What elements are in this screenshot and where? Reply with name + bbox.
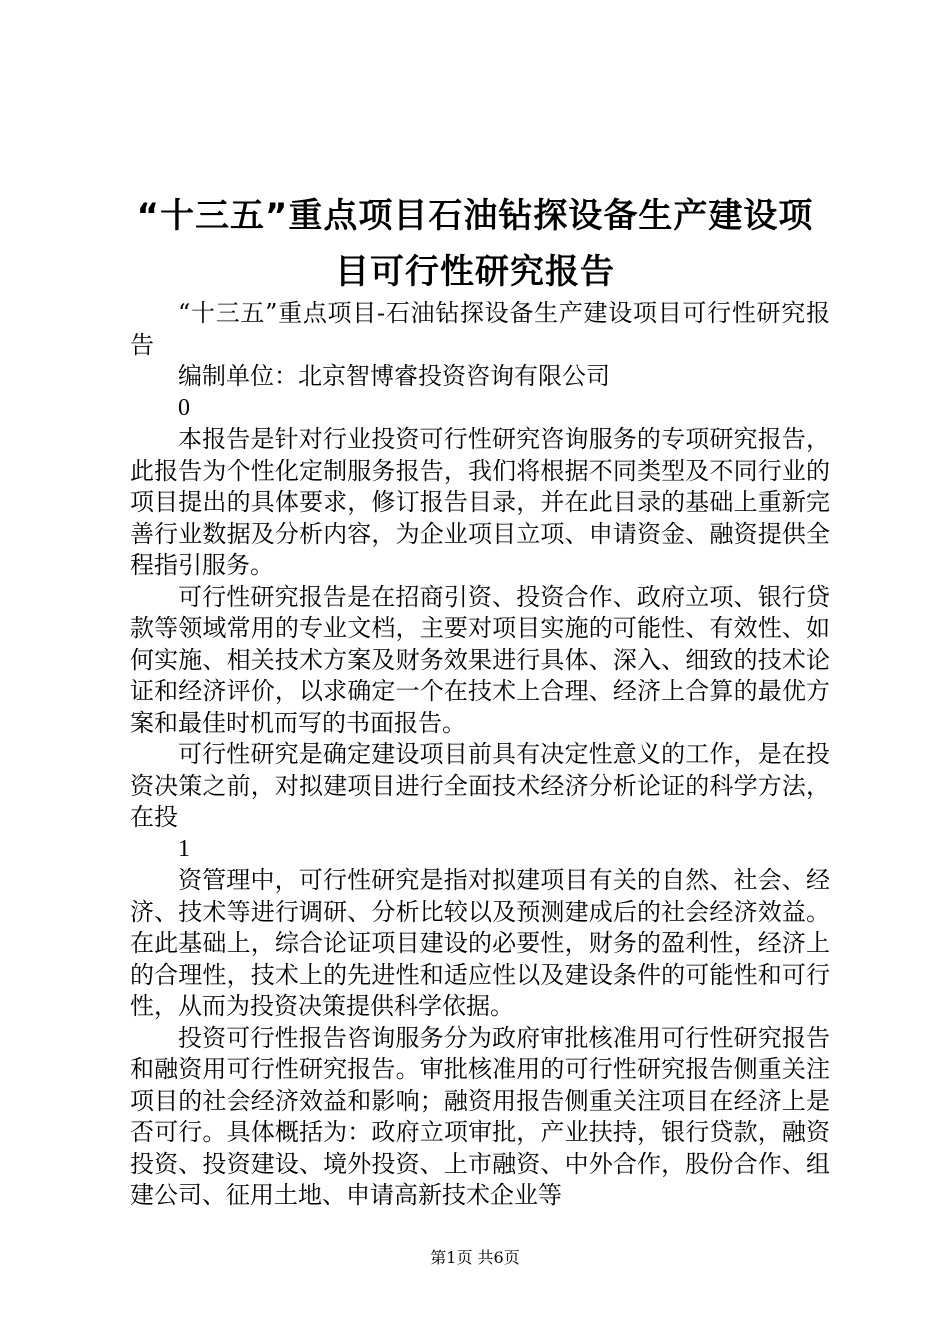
- page-footer: 第1页 共6页: [430, 1248, 520, 1267]
- body-paragraph: 可行性研究报告是在招商引资、投资合作、政府立项、银行贷款等领域常用的专业文档，主要对项目实施的可能性、有效性、如何实施、相关技术方案及财务效果进行具体、深入、细致的技术论证和经济评价，以求确定一个在技术上合理、经济上合算的最优方案和最佳时机而写的书面报告。: [130, 582, 830, 737]
- body-paragraph: 资管理中，可行性研究是指对拟建项目有关的自然、社会、经济、技术等进行调研、分析比较以及预测建成后的社会经济效益。在此基础上，综合论证项目建设的必要性，财务的盈利性，经济上的合理性，技术上的先进性和适应性以及建设条件的可能性和可行性，从而为投资决策提供科学依据。: [130, 866, 830, 1020]
- body-paragraph: 投资可行性报告咨询服务分为政府审批核准用可行性研究报告和融资用可行性研究报告。审批核准用的可行性研究报告侧重关注项目的社会经济效益和影响；融资用报告侧重关注项目在经济上是否可行。具体概括为：政府立项审批，产业扶持，银行贷款，融资投资、投资建设、境外投资、上市融资、中外合作，股份合作、组建公司、征用土地、申请高新技术企业等: [130, 1023, 830, 1209]
- subtitle-paragraph: “十三五”重点项目-石油钻探设备生产建设项目可行性研究报告: [130, 299, 830, 359]
- author-paragraph: 编制单位：北京智博睿投资咨询有限公司: [178, 362, 610, 390]
- body-paragraph: 可行性研究是确定建设项目前具有决定性意义的工作，是在投资决策之前，对拟建项目进行全面技术经济分析论证的科学方法，在投: [130, 740, 830, 831]
- page-marker-0: 0: [178, 394, 190, 421]
- document-title-line-2: 目可行性研究报告: [335, 252, 615, 292]
- document-title-line-1: “十三五”重点项目石油钻探设备生产建设项: [136, 196, 814, 236]
- body-paragraph: 本报告是针对行业投资可行性研究咨询服务的专项研究报告，此报告为个性化定制服务报告，我们将根据不同类型及不同行业的项目提出的具体要求，修订报告目录，并在此目录的基础上重新完善行业数据及分析内容，为企业项目立项、申请资金、融资提供全程指引服务。: [130, 425, 830, 579]
- page-marker-1: 1: [178, 835, 190, 862]
- document-body: [130, 298, 830, 1212]
